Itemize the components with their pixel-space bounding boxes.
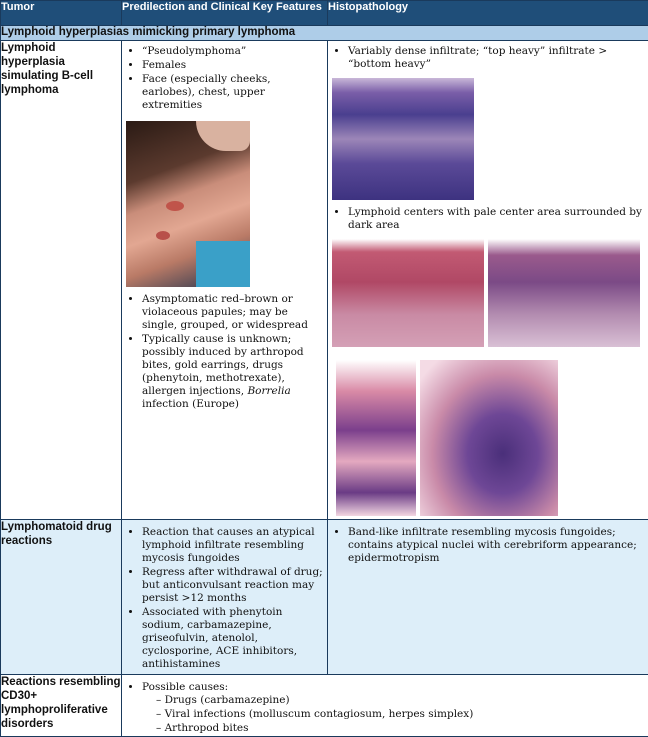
clinical-list [122, 293, 327, 414]
header-histopathology: Histopathology [328, 1, 648, 26]
table-row [1, 520, 648, 675]
histo-image-row [328, 350, 648, 519]
list-item: • Band-like infiltrate resembling mycosis fungoides; contains atypical nuclei with cerebriform appearance; epidermotropism [348, 526, 644, 565]
histo-image-follicle [420, 360, 558, 516]
list-item: • Asymptomatic red–brown or violaceous papules; may be single, grouped, or widespread [142, 293, 323, 332]
list-item: • Regress after withdrawal of drug; but anticonvulsant reaction may persist >12 months [142, 566, 323, 605]
list-item: – Arthropod bites [156, 722, 644, 735]
clinical-list [122, 520, 327, 674]
table-row [1, 675, 648, 737]
clinical-list [122, 675, 648, 735]
list-item: – Drugs (carbamazepine) [156, 694, 644, 707]
list-item: • Variably dense infiltrate; “top heavy” infiltrate > “bottom heavy” [348, 45, 644, 71]
histo-image-row [328, 235, 648, 350]
header-clinical: Predilection and Clinical Key Features [122, 1, 328, 26]
histo-list [328, 41, 648, 74]
list-item: • Associated with phenytoin sodium, carbamazepine, griseofulvin, atenolol, cyclosporine, ACE inhibitors, antihistamines [142, 606, 323, 671]
clinical-list [122, 41, 327, 115]
header-row [1, 1, 648, 26]
histo-list [328, 204, 648, 235]
table-row [1, 41, 648, 520]
causes-list [142, 694, 644, 735]
header-tumor: Tumor [1, 1, 122, 26]
list-item: • Face (especially cheeks, earlobes), chest, upper extremities [142, 73, 323, 112]
list-item [142, 681, 644, 735]
borrelia-term: Borrelia [247, 385, 290, 397]
list-item: • “Pseudolymphoma” [142, 45, 323, 58]
histo-image-vertical [336, 360, 416, 516]
tumor-name: Lymphomatoid drug reactions [1, 520, 122, 675]
histo-image-purple [488, 239, 640, 347]
section-title: Lymphoid hyperplasias mimicking primary lymphoma [1, 26, 648, 41]
clinical-cell [122, 520, 328, 675]
clinical-cell [122, 675, 648, 737]
section-row [1, 26, 648, 41]
list-item-text: infection (Europe) [142, 398, 239, 410]
clinical-cell [122, 41, 328, 520]
list-item: – Viral infections (molluscum contagiosum, herpes simplex) [156, 708, 644, 721]
list-item: • Females [142, 59, 323, 72]
tumor-name: Reactions resembling CD30+ lymphoproliferative disorders [1, 675, 122, 737]
list-item-text: Possible causes: [142, 681, 228, 693]
tumor-name: Lymphoid hyperplasia simulating B-cell lymphoma [1, 41, 122, 520]
histo-image-dense-infiltrate [332, 78, 474, 200]
histo-cell [328, 520, 648, 675]
list-item-text: Typically cause is unknown; possibly induced by arthropod bites, gold earrings, drugs (phenytoin, methotrexate), allergen injections, [142, 333, 304, 397]
list-item [142, 333, 323, 411]
histo-cell [328, 41, 648, 520]
histo-image-pink [332, 239, 484, 347]
clinical-photo-neck-ear [126, 121, 250, 287]
list-item: • Lymphoid centers with pale center area surrounded by dark area [348, 206, 644, 232]
histo-list [328, 520, 648, 568]
list-item: • Reaction that causes an atypical lymphoid infiltrate resembling mycosis fungoides [142, 526, 323, 565]
